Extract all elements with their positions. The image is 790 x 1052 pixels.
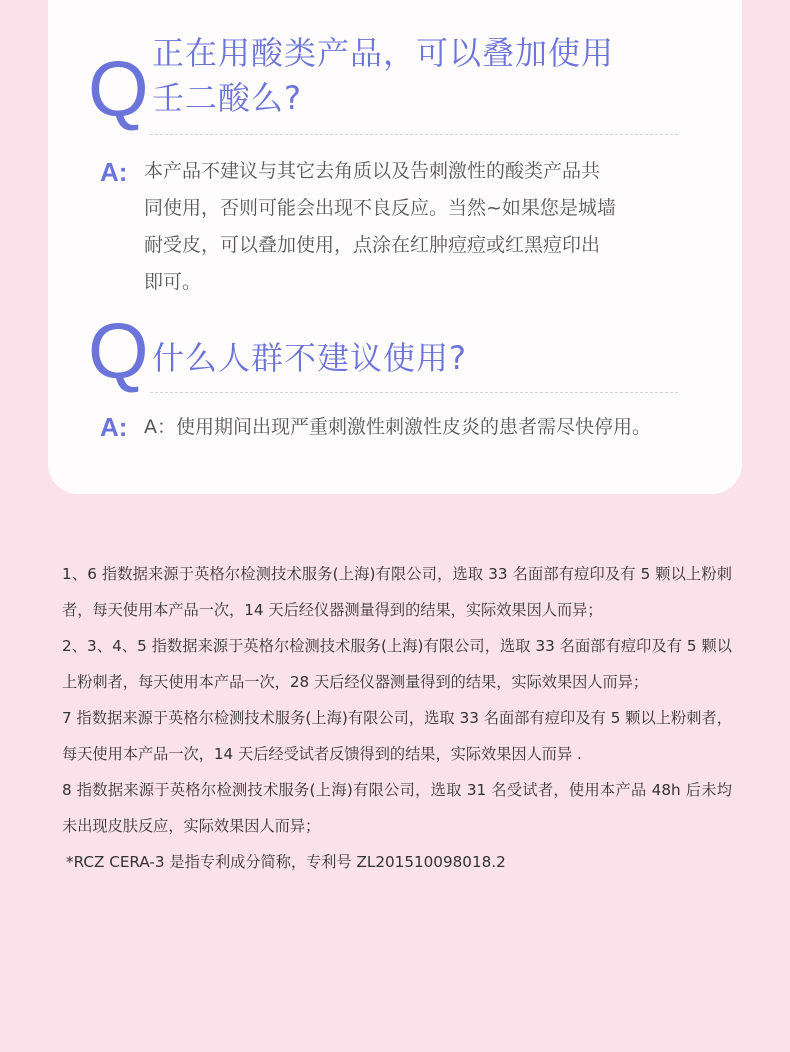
footnotes: [62, 556, 732, 880]
question-1-line-1: 正在用酸类产品，可以叠加使用: [152, 34, 615, 72]
answer-1-line: 即可。: [144, 271, 202, 293]
dashed-divider: [150, 392, 678, 393]
answer-1-line: 耐受皮，可以叠加使用，点涂在红肿痘痘或红黑痘印出: [144, 234, 601, 256]
footnote-paragraph: 7 指数据来源于英格尔检测技术服务(上海)有限公司，选取 33 名面部有痘印及有 5 颗以上粉刺者，每天使用本产品一次，14 天后经受试者反馈得到的结果，实际效果因人而异 .: [62, 709, 732, 763]
answer-marker: A:: [100, 157, 128, 187]
answer-marker: A:: [100, 412, 128, 442]
footnote-paragraph: 2、3、4、5 指数据来源于英格尔检测技术服务(上海)有限公司，选取 33 名面部有痘印及有 5 颗以上粉刺者，每天使用本产品一次，28 天后经仪器测量得到的结果，实际效果因人而异；: [62, 637, 732, 691]
question-2-line-1: 什么人群不建议使用?: [152, 339, 467, 377]
patent-footnote: *RCZ CERA-3 是指专利成分简称，专利号 ZL201510098018.2: [66, 853, 506, 871]
dashed-divider: [150, 134, 678, 135]
answer-1-line: 同使用，否则可能会出现不良反应。当然~如果您是城墙: [144, 197, 616, 219]
question-marker: Q: [88, 307, 149, 395]
footnote-paragraph: 8 指数据来源于英格尔检测技术服务(上海)有限公司，选取 31 名受试者，使用本产品 48h 后未均未出现皮肤反应，实际效果因人而异；: [62, 781, 732, 835]
question-marker: Q: [88, 45, 149, 133]
answer-1: [144, 153, 694, 301]
answer-2: [144, 409, 734, 446]
answer-1-line: 本产品不建议与其它去角质以及告刺激性的酸类产品共: [144, 160, 601, 182]
footnote-paragraph: 1、6 指数据来源于英格尔检测技术服务(上海)有限公司，选取 33 名面部有痘印及有 5 颗以上粉刺者，每天使用本产品一次，14 天后经仪器测量得到的结果，实际效果因人而异；: [62, 565, 732, 619]
answer-2-line: A：使用期间出现严重刺激性刺激性皮炎的患者需尽快停用。: [144, 416, 651, 438]
question-1-line-2: 壬二酸么?: [152, 79, 302, 117]
